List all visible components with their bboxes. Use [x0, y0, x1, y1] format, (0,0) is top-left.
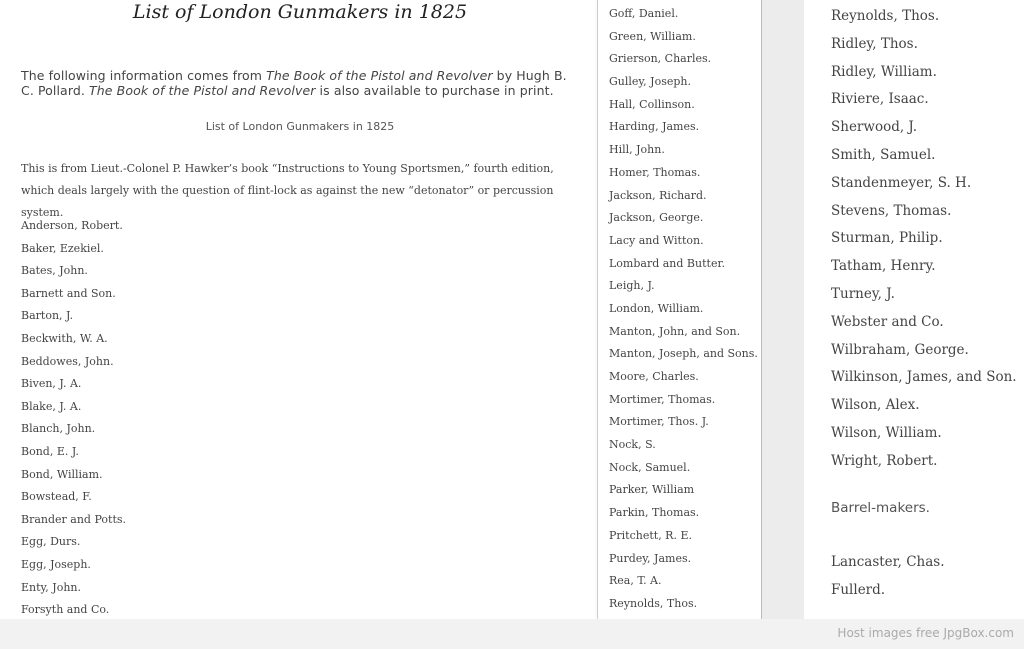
watermark-link[interactable]: Host images free JpgBox.com: [837, 626, 1014, 640]
gunmaker-list-2: [609, 3, 758, 616]
list-item: Manton, John, and Son.: [609, 324, 741, 338]
list-item: Brander and Potts.: [21, 512, 127, 526]
list-item: Ridley, Thos.: [831, 35, 918, 52]
list-item: Wilson, Alex.: [831, 397, 920, 414]
list-item: Mortimer, Thomas.: [609, 392, 716, 406]
list-item: Harding, James.: [609, 120, 700, 134]
list-item: Lancaster, Chas.: [831, 554, 945, 570]
page-title: List of London Gunmakers in 1825: [132, 1, 468, 23]
list-item: Tatham, Henry.: [831, 258, 936, 275]
list-item: Wilbraham, George.: [831, 341, 969, 358]
intro-text-3: is also available to purchase in print.: [315, 83, 554, 98]
list-item: Enty, John.: [21, 580, 81, 594]
list-item: Beckwith, W. A.: [21, 331, 108, 345]
list-item: Wilkinson, James, and Son.: [831, 369, 1017, 386]
list-item: Blanch, John.: [21, 422, 96, 436]
list-item: Leigh, J.: [609, 279, 655, 293]
list-item: Goff, Daniel.: [609, 7, 679, 20]
gunmaker-list-1: [21, 215, 126, 619]
list-item: Purdey, James.: [609, 551, 692, 565]
list-item: Parkin, Thomas.: [609, 506, 700, 520]
list-item: Standenmeyer, S. H.: [831, 174, 972, 191]
list-item: Nock, Samuel.: [609, 460, 691, 474]
list-item: Moore, Charles.: [609, 370, 699, 383]
list-item: Smith, Samuel.: [831, 146, 936, 163]
list-item: Blake, J. A.: [21, 399, 82, 413]
list-item: Egg, Joseph.: [21, 557, 91, 571]
gunmaker-list-3: [831, 3, 1017, 476]
list-item: Ridley, William.: [831, 63, 937, 80]
barrel-makers-heading: Barrel-makers.: [831, 500, 930, 516]
list-item: Baker, Ezekiel.: [21, 241, 104, 255]
source-quote: This is from Lieut.-Colonel P. Hawker’s book “Instructions to Young Sportsmen,” fourth edition, which deals largely with the question of flint-lock as against the new “detonator” or percussion system.: [21, 162, 554, 219]
list-item: Parker, William: [609, 483, 695, 497]
list-item: Hill, John.: [609, 143, 665, 157]
list-item: Stevens, Thomas.: [831, 202, 952, 219]
book-title-link-1[interactable]: The Book of the Pistol and Revolver: [266, 68, 493, 83]
list-item: Homer, Thomas.: [609, 165, 701, 179]
list-item: Wilson, William.: [831, 424, 942, 441]
list-item: Nock, S.: [609, 438, 656, 452]
list-item: Barnett and Son.: [21, 286, 116, 300]
footer-bar: [0, 619, 1024, 649]
list-item: Jackson, George.: [609, 211, 704, 225]
list-item: Webster and Co.: [831, 313, 944, 330]
list-item: Sherwood, J.: [831, 119, 918, 136]
intro-text-2: by Hugh B. C. Pollard.: [21, 68, 567, 98]
list-item: Forsyth and Co.: [21, 603, 110, 617]
intro-paragraph: [21, 68, 581, 98]
list-item: Grierson, Charles.: [609, 52, 712, 66]
list-item: Bond, E. J.: [21, 444, 79, 458]
list-item: Rea, T. A.: [609, 574, 662, 588]
intro-text-1: The following information comes from: [21, 68, 267, 83]
list-item: Anderson, Robert.: [21, 219, 123, 232]
list-item: Barton, J.: [21, 309, 74, 323]
list-item: Wright, Robert.: [831, 452, 938, 469]
list-item: Sturman, Philip.: [831, 230, 943, 247]
barrel-makers-list: [831, 549, 945, 605]
page-gutter: [762, 0, 804, 619]
list-item: Fullerd.: [831, 581, 886, 598]
page-middle: [597, 0, 762, 619]
list-item: Reynolds, Thos.: [831, 8, 940, 24]
list-item: Manton, Joseph, and Sons.: [609, 347, 758, 361]
list-item: Reynolds, Thos.: [609, 596, 698, 610]
list-item: Green, William.: [609, 29, 696, 43]
page-right: [804, 0, 1024, 619]
list-item: Bates, John.: [21, 264, 88, 278]
list-item: Bowstead, F.: [21, 490, 92, 504]
list-item: Lombard and Butter.: [609, 256, 725, 270]
list-item: Gulley, Joseph.: [609, 75, 691, 89]
list-item: Biven, J. A.: [21, 377, 82, 391]
list-item: London, William.: [609, 301, 704, 315]
list-item: Riviere, Isaac.: [831, 91, 929, 108]
list-item: Turney, J.: [831, 285, 895, 302]
list-item: Egg, Durs.: [21, 535, 81, 549]
list-item: Bond, William.: [21, 467, 103, 481]
list-item: Mortimer, Thos. J.: [609, 415, 709, 429]
section-subtitle: List of London Gunmakers in 1825: [205, 120, 395, 133]
book-title-link-2[interactable]: The Book of the Pistol and Revolver: [89, 83, 316, 98]
list-item: Hall, Collinson.: [609, 97, 695, 111]
list-item: Jackson, Richard.: [609, 188, 707, 202]
list-item: Pritchett, R. E.: [609, 528, 692, 542]
list-item: Lacy and Witton.: [609, 233, 704, 247]
list-item: Beddowes, John.: [21, 354, 114, 368]
